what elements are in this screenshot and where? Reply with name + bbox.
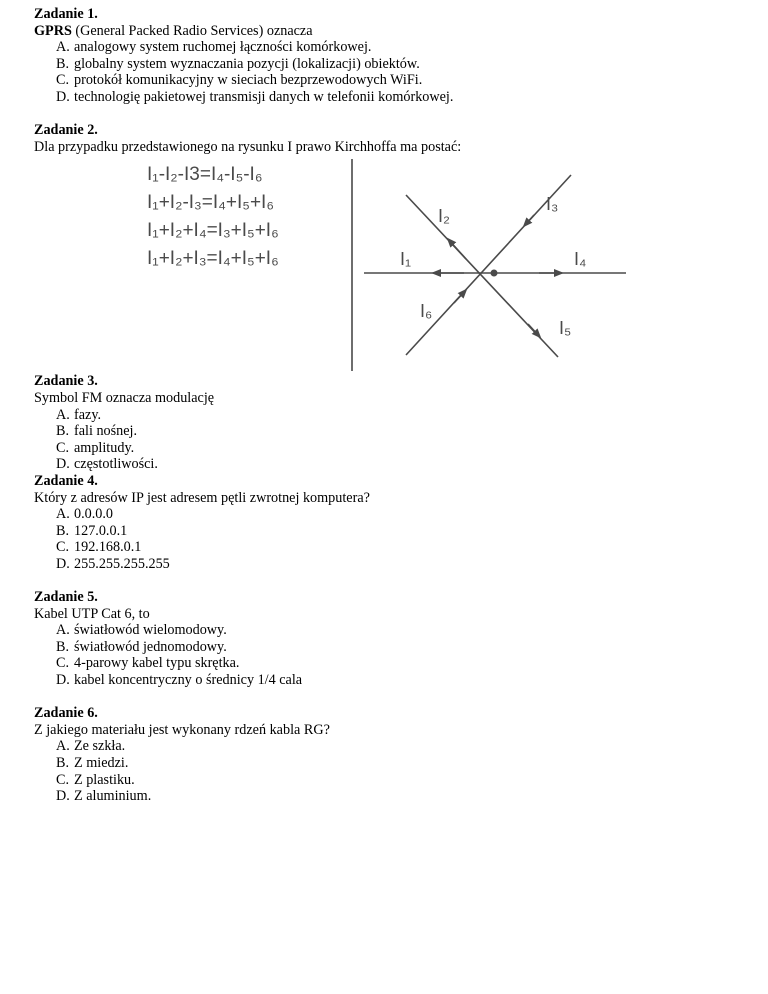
question-3 (34, 373, 754, 473)
option-b (56, 523, 754, 540)
label-i5: I₅ (559, 318, 572, 339)
question-2 (34, 122, 754, 373)
option-text: Z aluminium. (74, 788, 152, 805)
question-title: Zadanie 3. (34, 373, 98, 390)
options-list (34, 506, 754, 572)
label-i2: I₂ (438, 206, 450, 227)
option-a (56, 39, 754, 56)
option-letter: D. (56, 672, 70, 689)
option-d (56, 89, 754, 106)
question-text: Z jakiego materiału jest wykonany rdzeń kabla RG? (34, 721, 330, 738)
question-text (34, 23, 754, 40)
option-letter: D. (56, 788, 70, 805)
option-letter: C. (56, 72, 70, 89)
arrow-i2 (448, 239, 466, 259)
option-letter: A. (56, 622, 70, 639)
option-text: amplitudy. (74, 439, 135, 456)
option-letter: A. (56, 506, 70, 523)
arrow-i3 (524, 215, 534, 226)
question-title: Zadanie 1. (34, 6, 98, 22)
label-i3: I₃ (546, 194, 559, 215)
option-b (56, 639, 754, 656)
option-c (56, 772, 754, 789)
option-letter: B. (56, 638, 70, 655)
option-text: 192.168.0.1 (74, 539, 142, 556)
options-list (34, 407, 754, 473)
option-letter: D. (56, 88, 70, 105)
question-title: Zadanie 6. (34, 705, 98, 722)
option-text: analogowy system ruchomej łączności komórkowej. (74, 39, 372, 56)
equation-4: I₁+I₂+I₃=I₄+I₅+I₆ (147, 248, 279, 270)
options-list (34, 738, 754, 804)
option-text: fali nośnej. (74, 423, 138, 440)
option-d (56, 556, 754, 573)
option-letter: B. (56, 755, 70, 771)
document-page (34, 6, 754, 805)
option-text: Ze szkła. (74, 738, 126, 755)
option-text: Z plastiku. (74, 771, 135, 788)
question-title: Zadanie 4. (34, 472, 98, 489)
option-letter: B. (56, 522, 70, 539)
question-text: Symbol FM oznacza modulację (34, 389, 215, 406)
option-text: światłowód wielomodowy. (74, 622, 227, 639)
option-text: częstotliwości. (74, 456, 158, 473)
option-b (56, 755, 754, 772)
option-text: światłowód jednomodowy. (74, 638, 227, 655)
question-1 (34, 6, 754, 106)
option-letter: D. (56, 456, 70, 473)
equation-2: I₁+I₂-I₃=I₄+I₅+I₆ (147, 192, 274, 214)
option-text: technologię pakietowej transmisji danych w telefonii komórkowej. (74, 88, 454, 105)
label-i4: I₄ (574, 249, 587, 270)
question-5 (34, 589, 754, 689)
question-title: Zadanie 5. (34, 589, 98, 606)
option-text: 255.255.255.255 (74, 555, 170, 572)
option-letter: C. (56, 539, 70, 556)
equation-3: I₁+I₂+I₄=I₃+I₅+I₆ (147, 220, 279, 242)
option-text: fazy. (74, 406, 102, 423)
label-i6: I₆ (420, 301, 433, 322)
arrow-i6 (454, 290, 466, 303)
arrow-i5 (528, 324, 540, 337)
junction-diagram (34, 159, 754, 373)
kirchhoff-figure (34, 159, 754, 373)
options-list (34, 39, 754, 105)
question-text: Kabel UTP Cat 6, to (34, 605, 150, 622)
equation-1: I₁-I₂-I3=I₄-I₅-I₆ (147, 164, 263, 186)
option-a (56, 407, 754, 424)
option-a (56, 506, 754, 523)
option-text: 4-parowy kabel typu skrętka. (74, 655, 240, 672)
option-b (56, 56, 754, 73)
option-letter: A. (56, 738, 70, 755)
option-text: protokół komunikacyjny w sieciach bezprzewodowych WiFi. (74, 72, 423, 89)
question-lead-bold: GPRS (34, 22, 72, 39)
option-d (56, 788, 754, 805)
option-b (56, 423, 754, 440)
option-letter: C. (56, 771, 70, 788)
option-c (56, 539, 754, 556)
question-text: Dla przypadku przedstawionego na rysunku I prawo Kirchhoffa ma postać: (34, 138, 462, 155)
option-c (56, 440, 754, 457)
option-text: Z miedzi. (74, 755, 129, 771)
question-text: Który z adresów IP jest adresem pętli zwrotnej komputera? (34, 489, 370, 506)
option-a (56, 738, 754, 755)
option-d (56, 672, 754, 689)
junction-node (491, 270, 498, 277)
option-d (56, 456, 754, 473)
options-list (34, 622, 754, 688)
option-letter: B. (56, 423, 70, 440)
option-text: globalny system wyznaczania pozycji (lokalizacji) obiektów. (74, 55, 420, 72)
option-letter: B. (56, 55, 70, 72)
option-text: 127.0.0.1 (74, 522, 128, 539)
option-a (56, 622, 754, 639)
option-c (56, 655, 754, 672)
question-title: Zadanie 2. (34, 122, 98, 139)
option-letter: A. (56, 406, 70, 423)
option-letter: A. (56, 39, 70, 56)
label-i1: I₁ (400, 249, 412, 270)
question-6 (34, 705, 754, 805)
option-text: 0.0.0.0 (74, 506, 114, 523)
question-4 (34, 473, 754, 573)
question-lead-rest: (General Packed Radio Services) oznacza (71, 22, 313, 39)
option-letter: C. (56, 439, 70, 456)
option-text: kabel koncentryczny o średnicy 1/4 cala (74, 672, 303, 689)
option-c (56, 72, 754, 89)
option-letter: D. (56, 555, 70, 572)
option-letter: C. (56, 655, 70, 672)
